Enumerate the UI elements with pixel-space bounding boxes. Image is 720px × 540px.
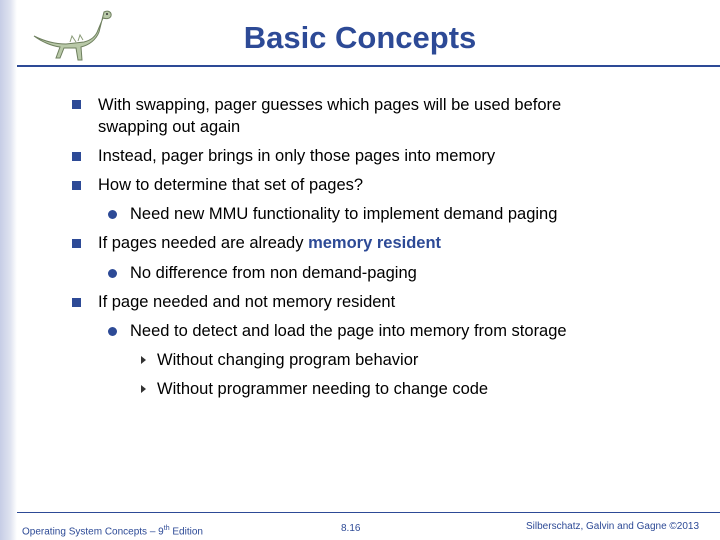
footer-page-number: 8.16 [341, 523, 361, 534]
round-bullet-icon [108, 327, 117, 336]
sub-bullet-text: No difference from non demand-paging [130, 264, 417, 282]
square-bullet-icon [72, 181, 81, 190]
highlighted-term: memory resident [308, 234, 442, 252]
bullet-text: How to determine that set of pages? [98, 176, 364, 194]
slide-title: Basic Concepts [243, 20, 477, 55]
arrow-bullet-icon [141, 385, 146, 393]
arrow-bullet-icon [141, 356, 146, 364]
sub-bullet-text: Need to detect and load the page into memory from storage [130, 322, 567, 340]
footer-divider [17, 512, 720, 513]
bullet-text [98, 232, 441, 254]
footer-book-title: Operating System Concepts – 9th Edition [22, 525, 203, 538]
square-bullet-icon [72, 239, 81, 248]
square-bullet-icon [72, 298, 81, 307]
sub-sub-bullet-text: Without changing program behavior [157, 351, 419, 369]
bullet-text-continued: swapping out again [98, 118, 241, 136]
bullet-text: If page needed and not memory resident [98, 293, 396, 311]
sub-bullet-text: Need new MMU functionality to implement demand paging [130, 205, 558, 223]
sub-sub-bullet-text: Without programmer needing to change code [157, 380, 489, 398]
footer-copyright: Silberschatz, Galvin and Gagne ©2013 [526, 521, 700, 532]
square-bullet-icon [72, 100, 81, 109]
bullet-text-plain: If pages needed are already [98, 234, 309, 252]
bullet-text: Instead, pager brings in only those pages into memory [98, 147, 496, 165]
bullet-text: With swapping, pager guesses which pages will be used before [98, 96, 562, 114]
round-bullet-icon [108, 210, 117, 219]
round-bullet-icon [108, 269, 117, 278]
square-bullet-icon [72, 152, 81, 161]
